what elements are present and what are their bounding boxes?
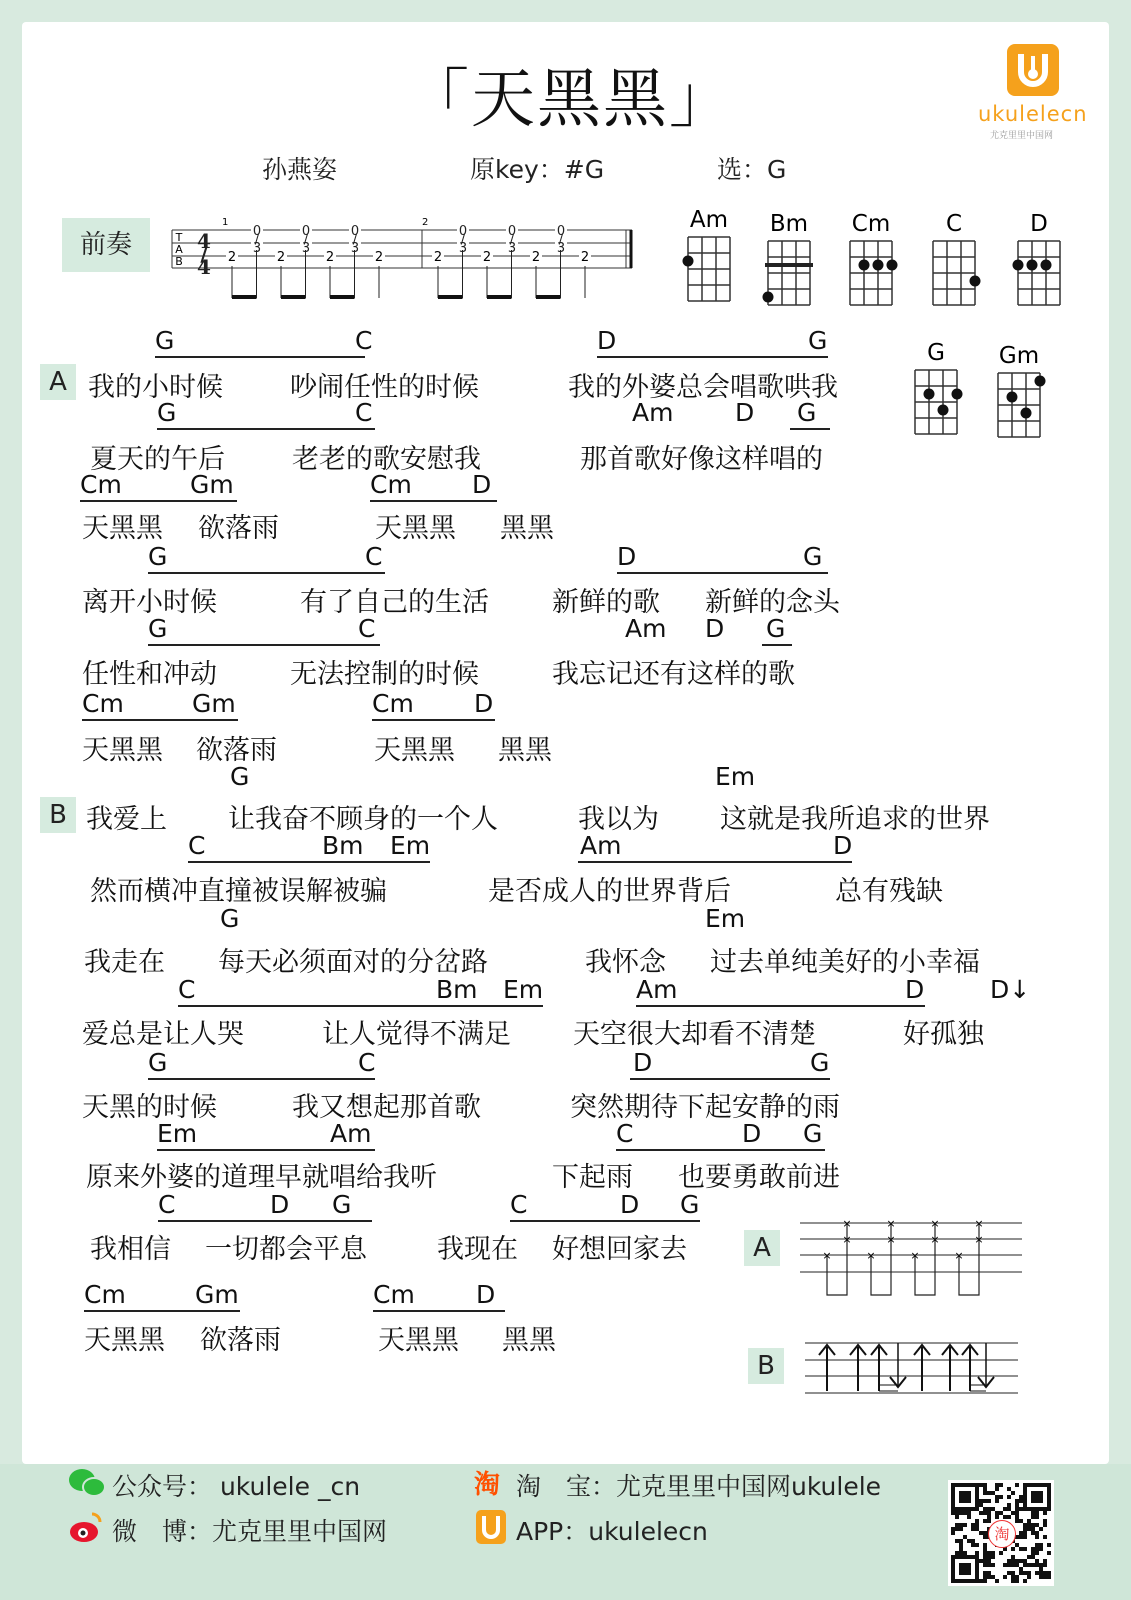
chord-label: G (230, 762, 250, 791)
lyric-segment: 一切都会平息 (205, 1234, 367, 1265)
lyric-segment: 我忘记还有这样的歌 (552, 659, 795, 690)
tab-note: 2 (531, 250, 541, 265)
chord-diagram-Bm (763, 211, 814, 305)
pluck-mark: × (842, 1233, 852, 1246)
chord-label: D↓ (990, 975, 1031, 1004)
lyric-segment: 天黑黑 (84, 1325, 165, 1356)
lyric-segment: 我现在 (437, 1234, 518, 1265)
chord-span-line (157, 428, 375, 430)
lyric-segment: 然而横冲直撞被误解被骗 (90, 876, 387, 907)
chord-label: Cm (82, 689, 124, 718)
measure-number: 2 (422, 217, 429, 228)
weibo-icon (68, 1510, 104, 1548)
finger-dot (873, 260, 884, 271)
chord-label: Gm (195, 1280, 239, 1309)
taobao-store: 淘 宝：尤克里里中国网ukulele (516, 1472, 882, 1501)
lyric-segment: 无法控制的时候 (290, 659, 479, 690)
lyric-segment: 我又想起那首歌 (292, 1092, 481, 1123)
lyric-segment: 欲落雨 (198, 513, 279, 544)
weibo-account: 微 博：尤克里里中国网 (112, 1517, 388, 1546)
tab-note: 2 (482, 250, 492, 265)
chord-span-line (148, 1078, 375, 1080)
chord-diagram-label: G (927, 340, 945, 366)
chord-span-line (616, 1149, 825, 1151)
finger-dot (1013, 260, 1024, 271)
chord-label: G (148, 542, 168, 571)
lyric-segment: 总有残缺 (835, 876, 943, 907)
chord-span-line (630, 1078, 830, 1080)
lyric-segment: 这就是我所追求的世界 (720, 804, 990, 835)
finger-dot (1021, 408, 1032, 419)
chord-label: C (358, 614, 376, 643)
chord-label: Em (715, 762, 756, 791)
wechat-account: 公众号： ukulele _cn (112, 1472, 361, 1501)
chord-label: Cm (84, 1280, 126, 1309)
tab-note-stack: 0/3 (249, 224, 265, 250)
pluck-mark: × (910, 1249, 920, 1262)
lyric-segment: 我以为 (578, 804, 659, 835)
chord-label: Em (390, 831, 431, 860)
chord-label: Gm (190, 470, 234, 499)
chord-label: G (766, 614, 786, 643)
lyric-segment: 我相信 (90, 1234, 171, 1265)
lyric-segment: 有了自己的生活 (300, 587, 489, 618)
lyric-segment: 欲落雨 (200, 1325, 281, 1356)
tab-note-stack: 0/3 (504, 224, 520, 250)
taobao-icon: 淘 (474, 1470, 501, 1500)
pluck-mark: × (842, 1217, 852, 1230)
lyric-segment: 让我奋不顾身的一个人 (228, 804, 498, 835)
chord-label: Cm (372, 689, 414, 718)
chord-label: G (148, 614, 168, 643)
finger-dot (763, 292, 774, 303)
time-signature: 4/4 (192, 229, 216, 268)
tab-string-label: B (175, 255, 183, 268)
chord-label: D (597, 326, 617, 355)
chord-label: D (633, 1048, 653, 1077)
chord-label: D (735, 398, 755, 427)
chord-span-line (157, 1149, 375, 1151)
chord-span-line (372, 719, 495, 721)
tab-note-stack: 0/3 (298, 224, 314, 250)
pluck-mark: × (822, 1249, 832, 1262)
finger-dot (952, 389, 963, 400)
chord-label: G (157, 398, 177, 427)
lyric-segment: 天黑黑 (82, 513, 163, 544)
chord-label: Em (503, 975, 544, 1004)
artist: 孙燕姿 (262, 155, 338, 184)
chord-span-line (148, 572, 385, 574)
chord-span-line (636, 1005, 925, 1007)
lyric-segment: 吵闹任性的时候 (290, 372, 479, 403)
selected-key: 选：G (717, 155, 787, 184)
ukulele-logo-icon (1007, 44, 1059, 96)
wechat-icon (68, 1467, 106, 1503)
song-title: 「天黑黑」 (405, 63, 735, 137)
lyric-segment: 过去单纯美好的小幸福 (710, 947, 980, 978)
chord-label: D (620, 1190, 640, 1219)
chord-label: C (188, 831, 206, 860)
chord-span-line (82, 719, 238, 721)
chord-label: Gm (192, 689, 236, 718)
tab-note-stack: 0/3 (455, 224, 471, 250)
finger-dot (938, 405, 949, 416)
tab-note-stack: 0/3 (553, 224, 569, 250)
chord-label: G (803, 542, 823, 571)
strum-a-label: A (744, 1230, 780, 1266)
app-name: APP：ukulelecn (516, 1517, 708, 1546)
lyric-segment: 天黑黑 (375, 513, 456, 544)
chord-label: Am (580, 831, 622, 860)
chord-label: Am (625, 614, 667, 643)
app-icon (476, 1510, 506, 1544)
chord-label: D (742, 1119, 762, 1148)
lyric-segment: 每天必须面对的分岔路 (218, 947, 488, 978)
finger-dot (1041, 260, 1052, 271)
finger-dot (859, 260, 870, 271)
chord-label: C (365, 542, 383, 571)
chord-span-line (80, 500, 237, 502)
tab-note: 2 (433, 250, 443, 265)
chord-label: C (510, 1190, 528, 1219)
lyric-segment: 我的小时候 (88, 372, 223, 403)
chord-label: C (616, 1119, 634, 1148)
chord-span-line (790, 428, 830, 430)
chord-label: D (705, 614, 725, 643)
lyric-segment: 我的外婆总会唱歌哄我 (568, 372, 838, 403)
chord-span-line (762, 644, 792, 646)
tab-string-label: A (175, 243, 183, 256)
chord-span-line (178, 1005, 543, 1007)
qr-taobao-badge: 淘 (988, 1520, 1016, 1548)
lyric-segment: 那首歌好像这样唱的 (580, 444, 823, 475)
chord-span-line (578, 861, 852, 863)
pluck-mark: × (974, 1233, 984, 1246)
pluck-mark: × (886, 1217, 896, 1230)
chord-label: Bm (436, 975, 478, 1004)
chord-label: Cm (373, 1280, 415, 1309)
chord-diagram-label: Gm (998, 343, 1040, 369)
chord-diagram-label: D (1030, 211, 1048, 237)
chord-label: D (270, 1190, 290, 1219)
tab-string-label: T (175, 231, 183, 244)
chord-diagram-Gm (998, 343, 1046, 437)
lyric-segment: 天空很大却看不清楚 (573, 1019, 816, 1050)
chord-label: G (808, 326, 828, 355)
chord-label: D (833, 831, 853, 860)
chord-span-line (617, 572, 828, 574)
chord-diagram-C (933, 211, 981, 305)
lyric-segment: 下起雨 (552, 1162, 633, 1193)
tab-note: 2 (276, 250, 286, 265)
original-key: 原key：#G (470, 155, 605, 184)
tab-note: 2 (580, 250, 590, 265)
intro-tab (170, 210, 640, 305)
chord-diagram-label: Bm (769, 211, 809, 237)
chord-diagram-Cm (850, 211, 898, 305)
chord-span-line (373, 1310, 505, 1312)
chord-label: G (155, 326, 175, 355)
chord-span-line (155, 356, 365, 358)
chord-label: D (617, 542, 637, 571)
chord-label: G (810, 1048, 830, 1077)
chord-span-line (84, 1310, 240, 1312)
lyric-segment: 黑黑 (500, 513, 554, 544)
chord-label: D (472, 470, 492, 499)
finger-dot (1007, 392, 1018, 403)
lyric-segment: 任性和冲动 (82, 659, 217, 690)
chord-label: Em (157, 1119, 198, 1148)
lyric-segment: 天黑黑 (374, 735, 455, 766)
chord-label: C (158, 1190, 176, 1219)
tab-note: 2 (325, 250, 335, 265)
chord-label: G (803, 1119, 823, 1148)
chord-span-line (597, 356, 828, 358)
lyric-segment: 黑黑 (498, 735, 552, 766)
chord-span-line (188, 861, 430, 863)
lyric-segment: 原来外婆的道理早就唱给我听 (86, 1162, 437, 1193)
chord-label: Am (330, 1119, 372, 1148)
strum-b-label: B (748, 1348, 784, 1384)
chord-diagrams (670, 195, 1080, 455)
lyric-segment: 新鲜的念头 (705, 587, 840, 618)
chord-label: C (178, 975, 196, 1004)
chord-diagram-D (1013, 211, 1061, 305)
lyric-segment: 我怀念 (585, 947, 666, 978)
lyric-segment: 黑黑 (502, 1325, 556, 1356)
chord-label: Cm (370, 470, 412, 499)
lyric-segment: 新鲜的歌 (552, 587, 660, 618)
logo-subtext: 尤克里里中国网 (990, 131, 1054, 141)
lyric-segment: 天黑黑 (82, 735, 163, 766)
tab-note: 2 (227, 250, 237, 265)
chord-diagram-label: Cm (851, 211, 891, 237)
pluck-mark: × (974, 1217, 984, 1230)
section-a-marker: A (40, 364, 76, 400)
lyric-segment: 好孤独 (903, 1019, 984, 1050)
finger-dot (1035, 376, 1046, 387)
lyric-segment: 也要勇敢前进 (678, 1162, 840, 1193)
chord-label: G (680, 1190, 700, 1219)
lyric-segment: 让人觉得不满足 (322, 1019, 511, 1050)
chord-label: G (220, 904, 240, 933)
chord-label: D (905, 975, 925, 1004)
intro-label: 前奏 (62, 218, 150, 272)
lyric-segment: 我爱上 (86, 804, 167, 835)
chord-diagram-Am (683, 207, 731, 301)
lyric-segment: 好想回家去 (552, 1234, 687, 1265)
finger-dot (887, 260, 898, 271)
chord-label: C (355, 326, 373, 355)
pluck-mark: × (886, 1233, 896, 1246)
lyric-segment: 我走在 (84, 947, 165, 978)
chord-label: Am (632, 398, 674, 427)
lyric-segment: 老老的歌安慰我 (292, 444, 481, 475)
chord-label: C (355, 398, 373, 427)
chord-label: Bm (322, 831, 364, 860)
chord-label: G (332, 1190, 352, 1219)
lyric-segment: 爱总是让人哭 (82, 1019, 244, 1050)
lyric-segment: 是否成人的世界背后 (488, 876, 731, 907)
finger-dot (1027, 260, 1038, 271)
tab-note: 2 (374, 250, 384, 265)
tab-note-stack: 0/3 (347, 224, 363, 250)
pluck-mark: × (954, 1249, 964, 1262)
logo-text: ukulelecn (978, 102, 1088, 126)
lyric-segment: 欲落雨 (196, 735, 277, 766)
chord-label: Am (636, 975, 678, 1004)
lyric-segment: 夏天的午后 (90, 444, 225, 475)
chord-span-line (148, 644, 380, 646)
chord-diagram-label: Am (689, 207, 729, 233)
pluck-mark: × (866, 1249, 876, 1262)
lyric-segment: 天黑黑 (378, 1325, 459, 1356)
chord-label: Em (705, 904, 746, 933)
finger-dot (924, 389, 935, 400)
chord-span-line (158, 1220, 372, 1222)
strum-patterns (800, 1215, 1022, 1395)
chord-span-line (370, 500, 497, 502)
chord-label: D (476, 1280, 496, 1309)
lyric-segment: 离开小时候 (82, 587, 217, 618)
pluck-mark: × (930, 1217, 940, 1230)
chord-label: Cm (80, 470, 122, 499)
chord-label: C (358, 1048, 376, 1077)
lyric-segment: 天黑的时候 (82, 1092, 217, 1123)
chord-diagram-label: C (945, 211, 963, 237)
finger-dot (683, 256, 694, 267)
chord-label: G (797, 398, 817, 427)
section-b-marker: B (40, 797, 76, 833)
chord-label: G (148, 1048, 168, 1077)
finger-dot (970, 276, 981, 287)
lyric-segment: 突然期待下起安静的雨 (570, 1092, 840, 1123)
pluck-mark: × (930, 1233, 940, 1246)
measure-number: 1 (222, 217, 229, 228)
chord-label: D (474, 689, 494, 718)
chord-span-line (510, 1220, 700, 1222)
chord-diagram-G (915, 340, 963, 434)
